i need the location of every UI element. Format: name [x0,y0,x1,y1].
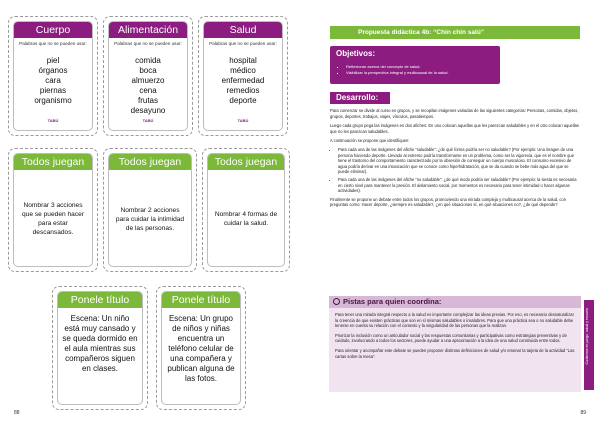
taboo-card-salud [198,16,288,136]
objetivo-item: ▪ Visibilizar la perspectiva integral y multicausal de la salud. [346,70,449,76]
card-text: Nombrar 4 formas de cuidar la salud. [214,211,278,227]
taboo-word: cena [139,86,157,95]
search-icon [333,298,340,305]
todos-juegan-card-2 [103,148,197,272]
taboo-word: frutas [137,96,158,105]
todos-juegan-card-1 [8,148,98,272]
card-text: Escena: Un niño está muy cansado y se queda dormido en el aula mientras sus compañeros siguen en clases. [62,314,138,373]
pistas-label: Pistas para quien coordina: [343,297,442,306]
desarrollo-paragraph: Para comenzar se divide al curso en grupos, y se recopilan imágenes variadas de las siguientes categorías: Personas, comidas, objetos, grupos, deportes, trabajos, viajes, vínculos, pasatiempos. [330,108,579,119]
page-number-left: 88 [14,410,20,416]
taboo-word: remedios [226,86,260,95]
pistas-body [329,308,581,392]
taboo-word: comida [135,56,161,65]
card-title: Cuerpo [14,22,92,38]
objetivos-list [346,64,449,76]
taboo-tag: TABÚ [237,118,249,123]
taboo-word: piel [46,56,60,65]
ponele-titulo-card-1 [52,286,148,410]
desarrollo-closing: Finalmente se propone un debate entre todos los grupos, promoviendo una mirada compleja y multicausal acerca de la salud, con preguntas como: Hacer deporte, ¿siempre es saludable?, ¿en qué situaciones sí, en qué situaciones no?, ¿de qué depende? [330,196,566,208]
desarrollo-bullets [330,147,580,194]
page-title: Propuesta didáctica 4b: “Chin chin salú” [330,26,580,39]
taboo-word: médico [230,66,256,75]
objetivos-box [330,46,500,84]
card-title: Todos juegan [109,154,191,170]
pistas-paragraph: Para tener una mirada integral respecto a la salud es importante complejizar las ideas previas. Por eso, es necesario desnaturalizar la creencia de que existen prácticas que son en sí mismas saludables o insalubres. Para que una práctica sea o no saludable debe tenerse en cuenta su relación con el contexto y la singularidad de las personas que la realizan. [335,312,574,329]
card-title: Salud [204,22,282,38]
pistas-header [329,296,581,308]
card-subtitle: Palabras que no se pueden usar: [19,41,87,46]
taboo-word: desayuno [130,106,166,115]
taboo-word: piernas [39,86,67,95]
desarrollo-label: Desarrollo: [330,92,390,104]
card-text: Nombrar 3 acciones que se pueden hacer para estar descansados. [22,202,84,236]
taboo-word: boca [139,66,157,75]
page-number-right: 89 [580,410,586,416]
card-text: Nombrar 2 acciones para cuidar la intimidad de las personas. [115,206,185,232]
side-strip [584,300,594,390]
right-page [300,0,600,424]
taboo-card-cuerpo [8,16,98,136]
card-title: Alimentación [109,22,187,38]
desarrollo-paragraph: A continuación se propone que identifiquen: [330,138,410,144]
pistas-paragraph: Priorizar la inclusión como un articulador social y las respuestas comunitarias y participativas como estrategias preventivas y de cuidado, involucrando a todos los sectores, puede ayudar a una aproximación a la idea de una salud construida entre todos. [335,332,567,344]
card-subtitle: Palabras que no se pueden usar: [209,41,277,46]
taboo-word: organismo [34,96,72,105]
card-subtitle: Palabras que no se pueden usar: [114,41,182,46]
taboo-words [109,56,187,116]
objetivo-item: ▪ Reflexionar acerca del concepto de salud. [346,64,449,70]
taboo-words [204,56,282,106]
desarrollo-bullet: • Para cada una de las imágenes del afiche “saludable”: ¿de qué forma podría ser no saludable? (Por ejemplo: Una imagen de una persona haciendo deporte. Llevado al extremo podría transformarse en un problema, como ser la vigorexia, que es el nombre que tiene el trastorno del comportamiento caracterizado por la obsesión de conseguir un cuerpo musculoso. El consumo excesivo de agua podría derivar en una intoxicación que se conoce como hiperhidratación, que se da cuando se bebe más agua del que se puede eliminar). [338,147,580,175]
taboo-word: hospital [229,56,257,65]
desarrollo-body [330,108,580,208]
card-title: Todos juegan [14,154,92,170]
taboo-word: cara [45,76,61,85]
taboo-word: órganos [38,66,68,75]
taboo-tag: TABÚ [47,118,59,123]
taboo-words [14,56,92,106]
desarrollo-bullet: • Para cada una de las imágenes del afiche “no saludable”: ¿de qué modo podría ser saludable? (Por ejemplo: la siesta es necesaria en cierto nivel para mantener la presión. El aislamiento social, por momentos es necesario para tener intimidad o hacer algunas actividades). [338,177,580,194]
desarrollo-paragraph: Luego cada grupo pega las imágenes en dos afiches: En uno colocan aquellas que les parezcan saludables y en el otro colocan aquellas que no les parezcan saludables. [330,123,579,134]
taboo-tag: TABÚ [142,118,154,123]
taboo-word: enfermedad [221,76,265,85]
objetivos-label: Objetivos: [336,49,376,58]
ponele-titulo-card-2 [156,286,246,410]
side-label: Cuidarnos en juego, salud y escuela [585,308,589,365]
taboo-word: almuerzo [131,76,165,85]
card-title: Ponele título [58,292,142,308]
card-title: Todos juegan [208,154,284,170]
taboo-word: deporte [229,96,257,105]
taboo-card-alimentacion [103,16,193,136]
todos-juegan-card-3 [202,148,290,272]
pistas-paragraph: Para orientar y acompañar este debate se pueden proponer distintas definiciones de salud y/o retomar la tarjeta de la actividad “Las cartas sobre la mesa”. [335,347,575,359]
card-title: Ponele título [162,292,240,308]
card-text: Escena: Un grupo de niños y niñas encuentra un teléfono celular de una compañera y publican alguna de las fotos. [167,314,235,383]
